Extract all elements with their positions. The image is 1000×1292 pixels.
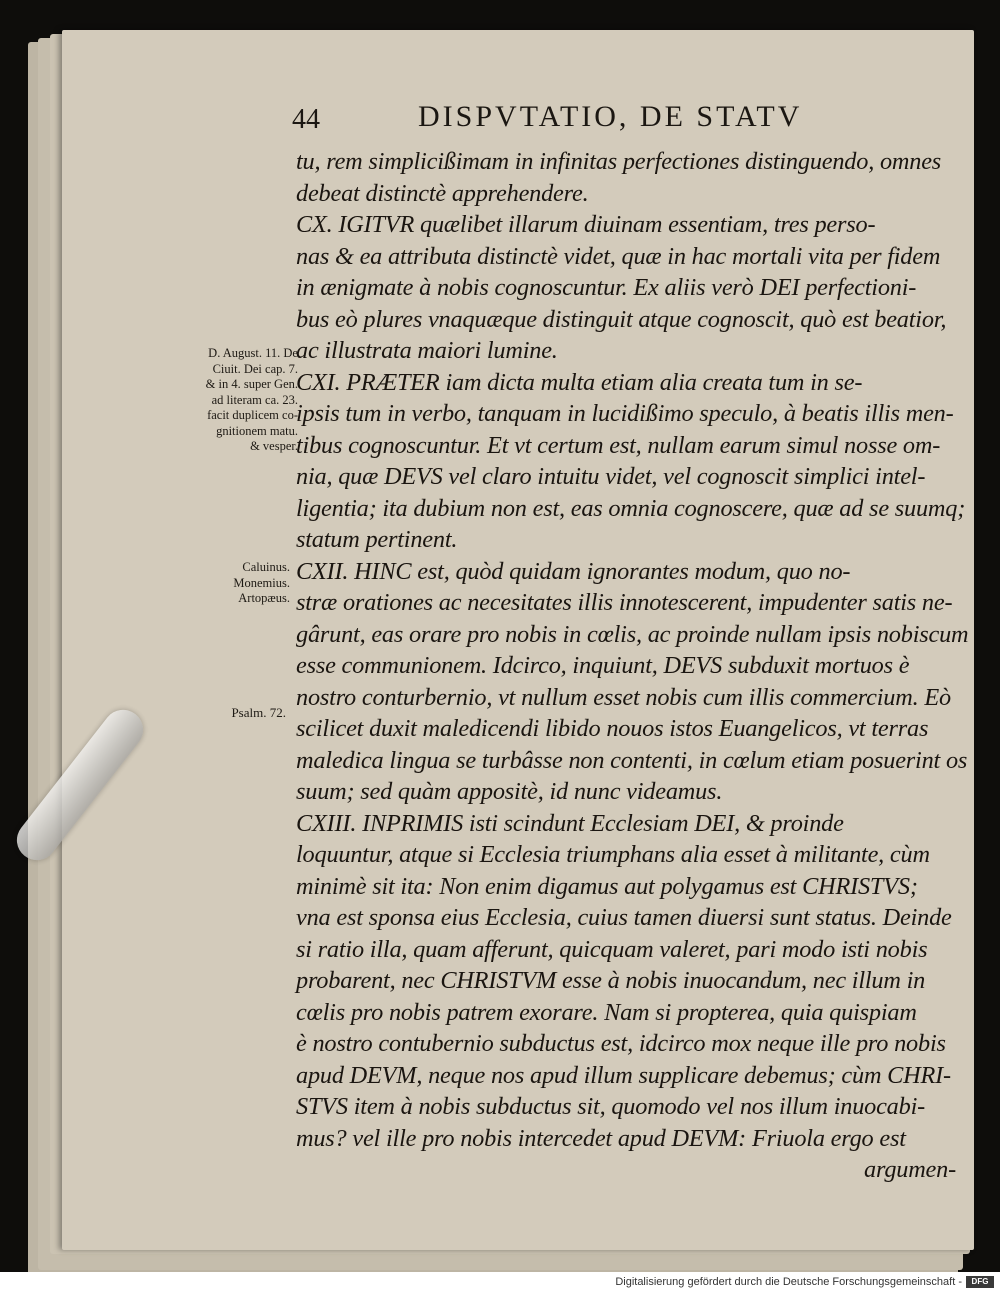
text-line: è nostro contubernio subductus est, idcirco mox neque ille pro nobis [296,1030,946,1057]
marginal-line: Artopæus. [238,591,290,605]
text-line: in ænigmate à nobis cognoscuntur. Ex aliis verò DEI perfectioni- [296,274,917,301]
text-line: nostro conturbernio, vt nullum esset nobis cum illis commercium. Eò [296,683,951,711]
marginal-line: D. August. 11. De [208,346,298,360]
marginal-line: ad literam ca. 23. [211,392,298,407]
marginal-line: & vesper. [250,439,298,453]
text-line: esse communionem. Idcirco, inquiunt, DEVS subduxit mortuos è [296,652,910,679]
running-header [292,100,952,140]
text-line: ipsis tum in verbo, tanquam in lucidißimo speculo, à beatis illis men- [296,400,954,427]
text-line: mus? vel ille pro nobis intercedet apud DEVM: Friuola ergo est [296,1124,906,1152]
text-line: gârunt, eas orare pro nobis in cœlis, ac proinde nullam ipsis nobiscum [296,620,969,648]
marginal-note-augustine [168,346,298,455]
text-line: STVS item à nobis subductus sit, quomodo vel nos illum inuocabi- [296,1093,926,1120]
text-line: nas & ea attributa distinctè videt, quæ in hac mortali vita per fidem [296,242,941,270]
catchword: argumen- [864,1156,956,1183]
text-line: nia, quæ DEVS vel claro intuitu videt, vel cognoscit simplici intel- [296,463,926,490]
marginal-line: Monemius. [233,575,290,590]
text-line: debeat distinctè apprehendere. [296,179,589,207]
body-text [296,146,969,1186]
marginal-note-psalm: Psalm. 72. [231,705,286,720]
text-line: vna est sponsa eius Ecclesia, cuius tamen diuersi sunt status. Deinde [296,904,952,931]
marginal-line: Ciuit. Dei cap. 7. [212,361,298,376]
marginal-line: & in 4. super Gen. [205,377,298,391]
text-line: stræ orationes ac necesitates illis innotescerent, impudenter satis ne- [296,589,953,616]
running-title: DISPVTATIO, DE STATV [418,100,803,133]
text-line: tibus cognoscuntur. Et vt certum est, nullam earum simul nosse om- [296,431,941,459]
text-line: cœlis pro nobis patrem exorare. Nam si propterea, quia quispiam [296,998,917,1026]
funding-notice: Digitalisierung gefördert durch die Deutsche Forschungsgemeinschaft - [615,1276,962,1288]
text-line: bus eò plures vnaquæque distinguit atque cognoscit, quò est beatior, [296,305,947,333]
text-line: scilicet duxit maledicendi libido nouos istos Euangelicos, vt terras [296,715,929,742]
text-line: suum; sed quàm appositè, id nunc videamus. [296,778,723,805]
footer-bar [0,1272,1000,1292]
text-line: minimè sit ita: Non enim digamus aut polygamus est CHRISTVS; [296,872,918,900]
marginal-note-reformers [196,560,290,607]
text-line: probarent, nec CHRISTVM esse à nobis inuocandum, nec illum in [296,967,926,994]
text-line: CXI. PRÆTER iam dicta multa etiam alia creata tum in se- [296,368,863,396]
text-line: CXII. HINC est, quòd quidam ignorantes modum, quo no- [296,557,851,585]
text-line: maledica lingua se turbâsse non contenti, in cœlum etiam posuerint os [296,746,968,774]
marginal-line: gnitionem matu. [216,423,298,438]
text-line: ac illustrata maiori lumine. [296,337,558,364]
marginal-line: Caluinus. [242,560,290,574]
text-line: statum pertinent. [296,526,458,553]
text-line: CXIII. INPRIMIS isti scindunt Ecclesiam DEI, & proinde [296,809,844,837]
text-line: apud DEVM, neque nos apud illum supplicare debemus; cùm CHRI- [296,1061,951,1089]
text-line: si ratio illa, quam afferunt, quicquam valeret, pari modo isti nobis [296,935,928,963]
dfg-logo: DFG [966,1276,994,1288]
text-line: ligentia; ita dubium non est, eas omnia cognoscere, quæ ad se suumq; [296,494,966,522]
marginal-line: facit duplicem co- [207,408,298,422]
text-line: loquuntur, atque si Ecclesia triumphans alia esset à militante, cùm [296,841,930,868]
text-line: CX. IGITVR quælibet illarum diuinam essentiam, tres perso- [296,211,876,238]
text-line: tu, rem simplicißimam in infinitas perfectiones distinguendo, omnes [296,148,942,175]
page-number: 44 [292,104,320,135]
